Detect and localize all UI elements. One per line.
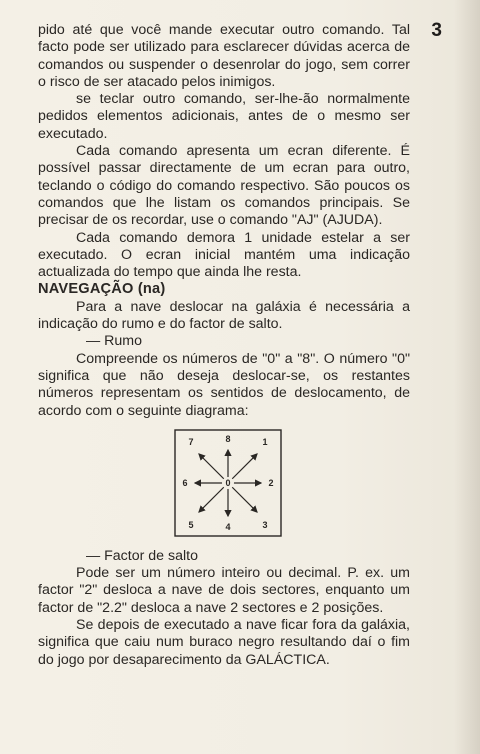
paragraph-rumo: Compreende os números de "0" a "8". O número "0" significa que não deseja deslocar-se, os restantes números representam os sentidos de deslocamento, de acordo com o seguinte diagrama: — [38, 350, 410, 419]
paragraph-time: Cada comando demora 1 unidade estelar a ser executado. O ecran inicial mantém uma indicação actualizada do tempo que ainda lhe resta. — [38, 229, 410, 281]
arrow-3 — [228, 483, 257, 512]
arrow-1 — [228, 454, 257, 483]
diagram-label-3: 3 — [262, 519, 268, 530]
page-number: 3 — [431, 20, 442, 41]
section-heading-navegacao: NAVEGAÇÃO (na) — [38, 281, 166, 298]
diagram-label-5: 5 — [188, 519, 194, 530]
paragraph-intro: pido até que você mande executar outro comando. Tal facto pode ser utilizado para esclarecer dúvidas acerca de comandos ou suspender o desenrolar do jogo, sem correr o risco de ser atacado pelos inimigos. — [38, 22, 410, 90]
arrow-7 — [199, 454, 228, 483]
diagram-label-4: 4 — [225, 521, 231, 532]
direction-diagram-wrap — [38, 428, 410, 538]
subhead-factor: — Factor de salto — [86, 547, 198, 564]
paragraph-commands-extra: se teclar outro comando, ser-lhe-ão normalmente pedidos elementos adicionais, antes de o mesmo ser executado. — [38, 91, 410, 142]
paragraph-navigation: Para a nave deslocar na galáxia é necessária a indicação do rumo e do factor de salto. — [38, 298, 410, 333]
page-content — [38, 22, 410, 669]
diagram-label-8: 8 — [225, 433, 231, 444]
paragraph-screens: Cada comando apresenta um ecran diferente. É possível passar directamente de um ecran para outro, teclando o código do comando respectivo. São poucos os comandos que lhe listam os comandos principais. Se precisar de os recordar, use o comando "AJ" (AJUDA). — [38, 143, 410, 229]
direction-diagram — [173, 428, 283, 538]
diagram-label-7: 7 — [188, 436, 194, 447]
arrow-5 — [199, 483, 228, 512]
diagram-label-6: 6 — [182, 477, 188, 488]
diagram-label-0: 0 — [225, 477, 231, 488]
subhead-rumo: — Rumo — [86, 333, 142, 350]
diagram-label-1: 1 — [262, 436, 268, 447]
diagram-label-2: 2 — [268, 477, 274, 488]
paragraph-factor: Pode ser um número inteiro ou decimal. P. ex. um factor "2" desloca a nave de dois sectores, enquanto um factor de "2.2" desloca a nave 2 sectores e 2 posições. — [38, 565, 410, 616]
page-edge-shadow — [454, 0, 480, 754]
paragraph-black-hole: Se depois de executado a nave ficar fora da galáxia, significa que caiu num buraco negro resultando daí o fim do jogo por desaparecimento da GALÁCTICA. — [38, 617, 410, 668]
